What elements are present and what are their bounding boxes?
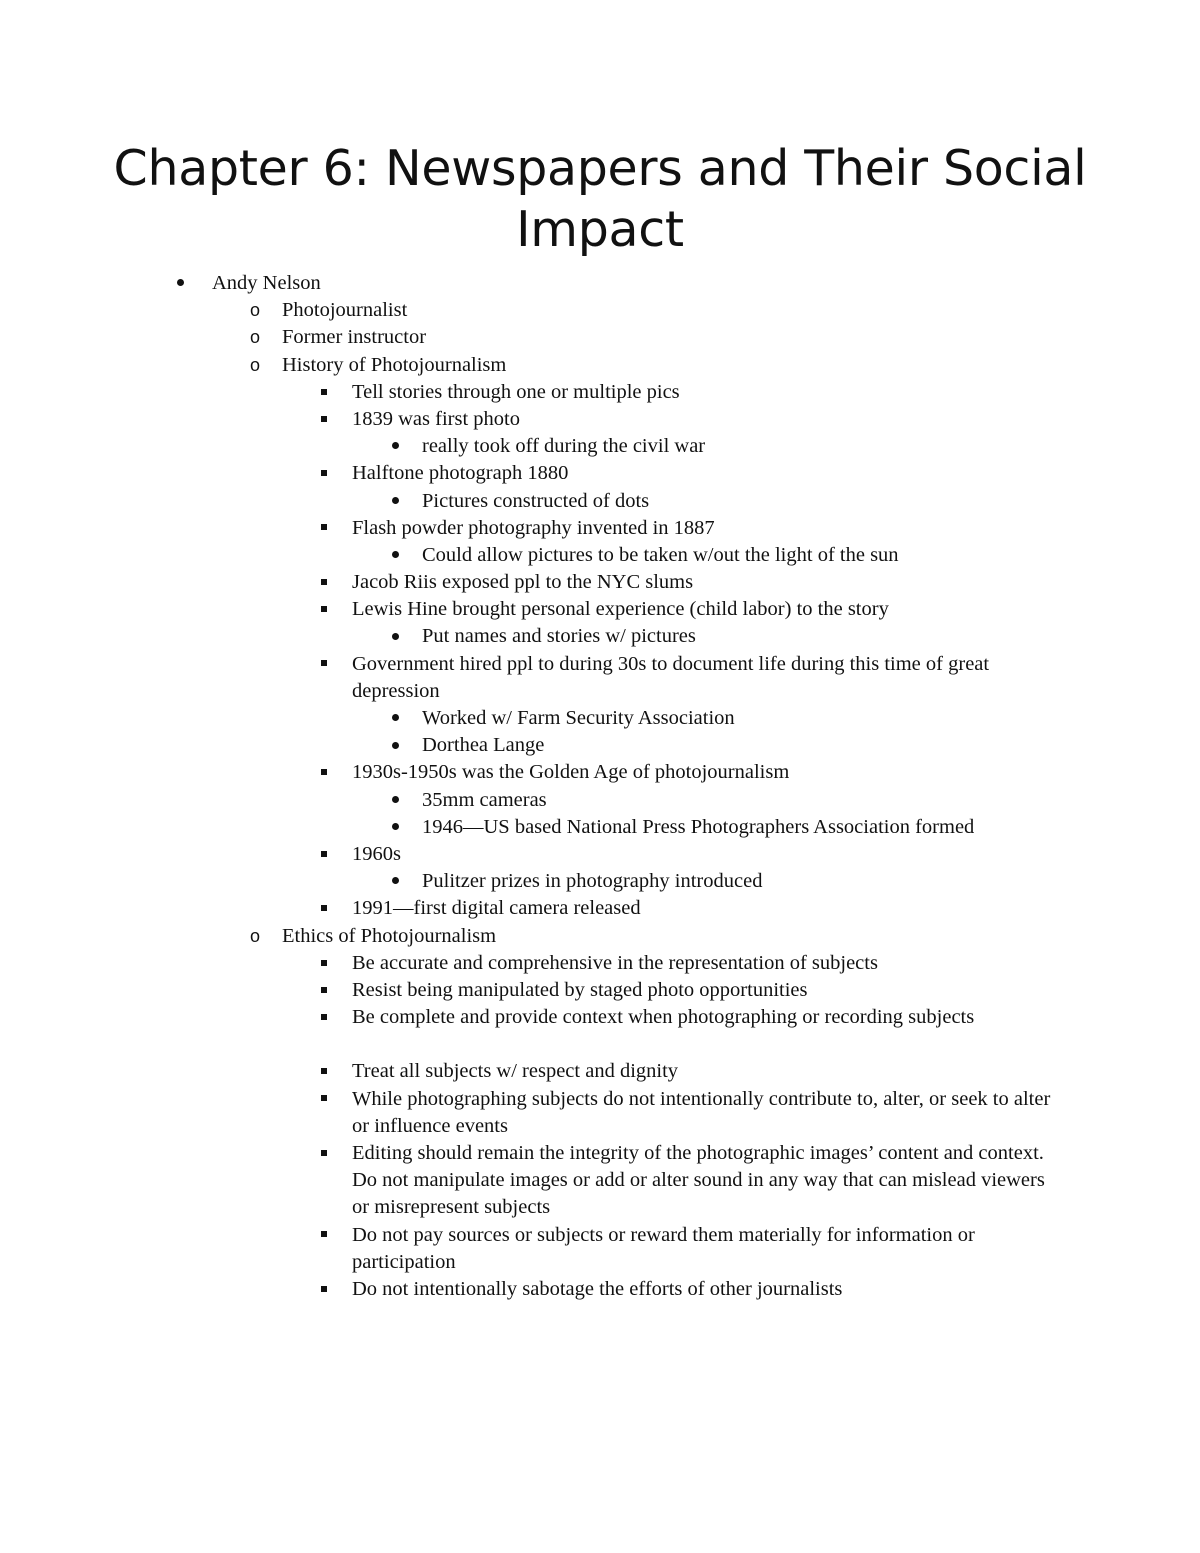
outline-item-level-3 bbox=[0, 977, 1200, 1004]
outline-item-level-4 bbox=[0, 814, 1200, 841]
outline-item-level-3 bbox=[0, 950, 1200, 977]
outline-item-level-4 bbox=[0, 868, 1200, 895]
outline-item-level-4 bbox=[0, 732, 1200, 759]
outline-item-level-3 bbox=[0, 895, 1200, 922]
square-bullet-icon bbox=[314, 1276, 334, 1303]
filled-circle-bullet-icon bbox=[385, 433, 405, 460]
outline-item-text: Resist being manipulated by staged photo opportunities bbox=[352, 978, 808, 1001]
hollow-circle-bullet-icon: o bbox=[249, 925, 260, 946]
outline-item-text: Dorthea Lange bbox=[422, 734, 545, 757]
outline-item-level-3 bbox=[0, 1004, 1200, 1058]
outline-item-level-2 bbox=[0, 352, 1200, 379]
outline-item-text: 1930s-1950s was the Golden Age of photojournalism bbox=[352, 761, 790, 784]
filled-circle-bullet-icon bbox=[385, 787, 405, 814]
outline-item-level-3 bbox=[0, 1058, 1200, 1085]
filled-circle-bullet-icon bbox=[385, 488, 405, 515]
outline-item-text: Ethics of Photojournalism bbox=[282, 924, 497, 947]
filled-circle-bullet-icon bbox=[385, 623, 405, 650]
filled-circle-bullet-icon bbox=[385, 868, 405, 895]
filled-circle-bullet-icon bbox=[385, 542, 405, 569]
outline-item-text: Tell stories through one or multiple pics bbox=[352, 380, 680, 403]
outline-item-text: Could allow pictures to be taken w/out the light of the sun bbox=[422, 543, 899, 566]
outline-item-text: 1960s bbox=[352, 842, 401, 865]
outline-item-level-3 bbox=[0, 406, 1200, 433]
outline-item-level-3 bbox=[0, 379, 1200, 406]
filled-circle-bullet-icon bbox=[385, 732, 405, 759]
hollow-circle-bullet-icon: o bbox=[249, 354, 260, 375]
outline-item-level-3 bbox=[0, 1222, 1200, 1276]
outline-item-text: Former instructor bbox=[282, 326, 427, 349]
outline-item-text: Do not intentionally sabotage the efforts of other journalists bbox=[352, 1278, 843, 1301]
square-bullet-icon bbox=[314, 759, 334, 786]
outline-item-text: Government hired ppl to during 30s to document life during this time of great depression bbox=[352, 652, 990, 702]
outline-item-level-1 bbox=[0, 270, 1200, 297]
outline-item-level-3 bbox=[0, 515, 1200, 542]
outline-item-level-4 bbox=[0, 705, 1200, 732]
outline-item-text: Treat all subjects w/ respect and dignity bbox=[352, 1060, 679, 1083]
bullet-outline bbox=[0, 270, 1200, 1303]
outline-item-text: Worked w/ Farm Security Association bbox=[422, 707, 735, 730]
square-bullet-icon bbox=[314, 460, 334, 487]
outline-item-level-3 bbox=[0, 596, 1200, 623]
outline-item-level-3 bbox=[0, 460, 1200, 487]
square-bullet-icon bbox=[314, 1140, 334, 1167]
outline-item-level-3 bbox=[0, 569, 1200, 596]
outline-item-level-4 bbox=[0, 623, 1200, 650]
outline-item-level-2 bbox=[0, 297, 1200, 324]
outline-item-level-3 bbox=[0, 1140, 1200, 1222]
filled-circle-bullet-icon bbox=[385, 814, 405, 841]
outline-item-text: Lewis Hine brought personal experience (child labor) to the story bbox=[352, 598, 889, 621]
outline-item-text: Halftone photograph 1880 bbox=[352, 462, 569, 485]
outline-item-level-2 bbox=[0, 923, 1200, 950]
outline-item-text: History of Photojournalism bbox=[282, 353, 507, 376]
outline-item-text: While photographing subjects do not intentionally contribute to, alter, or seek to alter or influence events bbox=[352, 1087, 1051, 1137]
outline-item-level-4 bbox=[0, 433, 1200, 460]
square-bullet-icon bbox=[314, 596, 334, 623]
hollow-circle-bullet-icon: o bbox=[249, 300, 260, 321]
outline-item-text: Pictures constructed of dots bbox=[422, 489, 650, 512]
square-bullet-icon bbox=[314, 841, 334, 868]
outline-item-text: Be complete and provide context when photographing or recording subjects bbox=[352, 1006, 975, 1029]
outline-item-text: Editing should remain the integrity of the photographic images’ content and context. Do not manipulate images or add or alter sound in any way that can mislead viewers or misrepresent subjects bbox=[352, 1142, 1045, 1219]
outline-item-level-3 bbox=[0, 841, 1200, 868]
square-bullet-icon bbox=[314, 895, 334, 922]
filled-circle-bullet-icon bbox=[385, 705, 405, 732]
outline-item-level-3 bbox=[0, 1086, 1200, 1140]
outline-item-level-3 bbox=[0, 759, 1200, 786]
page-title: Chapter 6: Newspapers and Their Social Impact bbox=[113, 140, 1087, 258]
outline-item-text: 35mm cameras bbox=[422, 788, 547, 811]
square-bullet-icon bbox=[314, 515, 334, 542]
square-bullet-icon bbox=[314, 379, 334, 406]
outline-item-text: Be accurate and comprehensive in the representation of subjects bbox=[352, 951, 878, 974]
outline-item-text: Photojournalist bbox=[282, 299, 408, 322]
outline-item-level-2 bbox=[0, 324, 1200, 351]
outline-item-text: 1839 was first photo bbox=[352, 407, 520, 430]
hollow-circle-bullet-icon: o bbox=[249, 327, 260, 348]
outline-item-text: Do not pay sources or subjects or reward them materially for information or participation bbox=[352, 1223, 975, 1273]
outline-item-text: Andy Nelson bbox=[212, 272, 321, 294]
square-bullet-icon bbox=[314, 406, 334, 433]
filled-circle-bullet-icon bbox=[170, 270, 190, 297]
square-bullet-icon bbox=[314, 1058, 334, 1085]
square-bullet-icon bbox=[314, 977, 334, 1004]
outline-item-level-3 bbox=[0, 651, 1200, 705]
outline-item-level-3 bbox=[0, 1276, 1200, 1303]
outline-item-text: Put names and stories w/ pictures bbox=[422, 625, 696, 648]
square-bullet-icon bbox=[314, 950, 334, 977]
outline-item-text: 1946—US based National Press Photographers Association formed bbox=[422, 815, 975, 838]
square-bullet-icon bbox=[314, 1004, 334, 1031]
square-bullet-icon bbox=[314, 569, 334, 596]
outline-item-level-4 bbox=[0, 542, 1200, 569]
outline-item-level-4 bbox=[0, 787, 1200, 814]
outline-item-text: really took off during the civil war bbox=[422, 435, 706, 458]
square-bullet-icon bbox=[314, 1222, 334, 1249]
square-bullet-icon bbox=[314, 1086, 334, 1113]
square-bullet-icon bbox=[314, 651, 334, 678]
outline-item-level-4 bbox=[0, 488, 1200, 515]
outline-item-text: Pulitzer prizes in photography introduced bbox=[422, 870, 763, 893]
outline-item-text: 1991—first digital camera released bbox=[352, 897, 641, 920]
outline-item-text: Flash powder photography invented in 1887 bbox=[352, 516, 715, 539]
outline-item-text: Jacob Riis exposed ppl to the NYC slums bbox=[352, 571, 694, 594]
